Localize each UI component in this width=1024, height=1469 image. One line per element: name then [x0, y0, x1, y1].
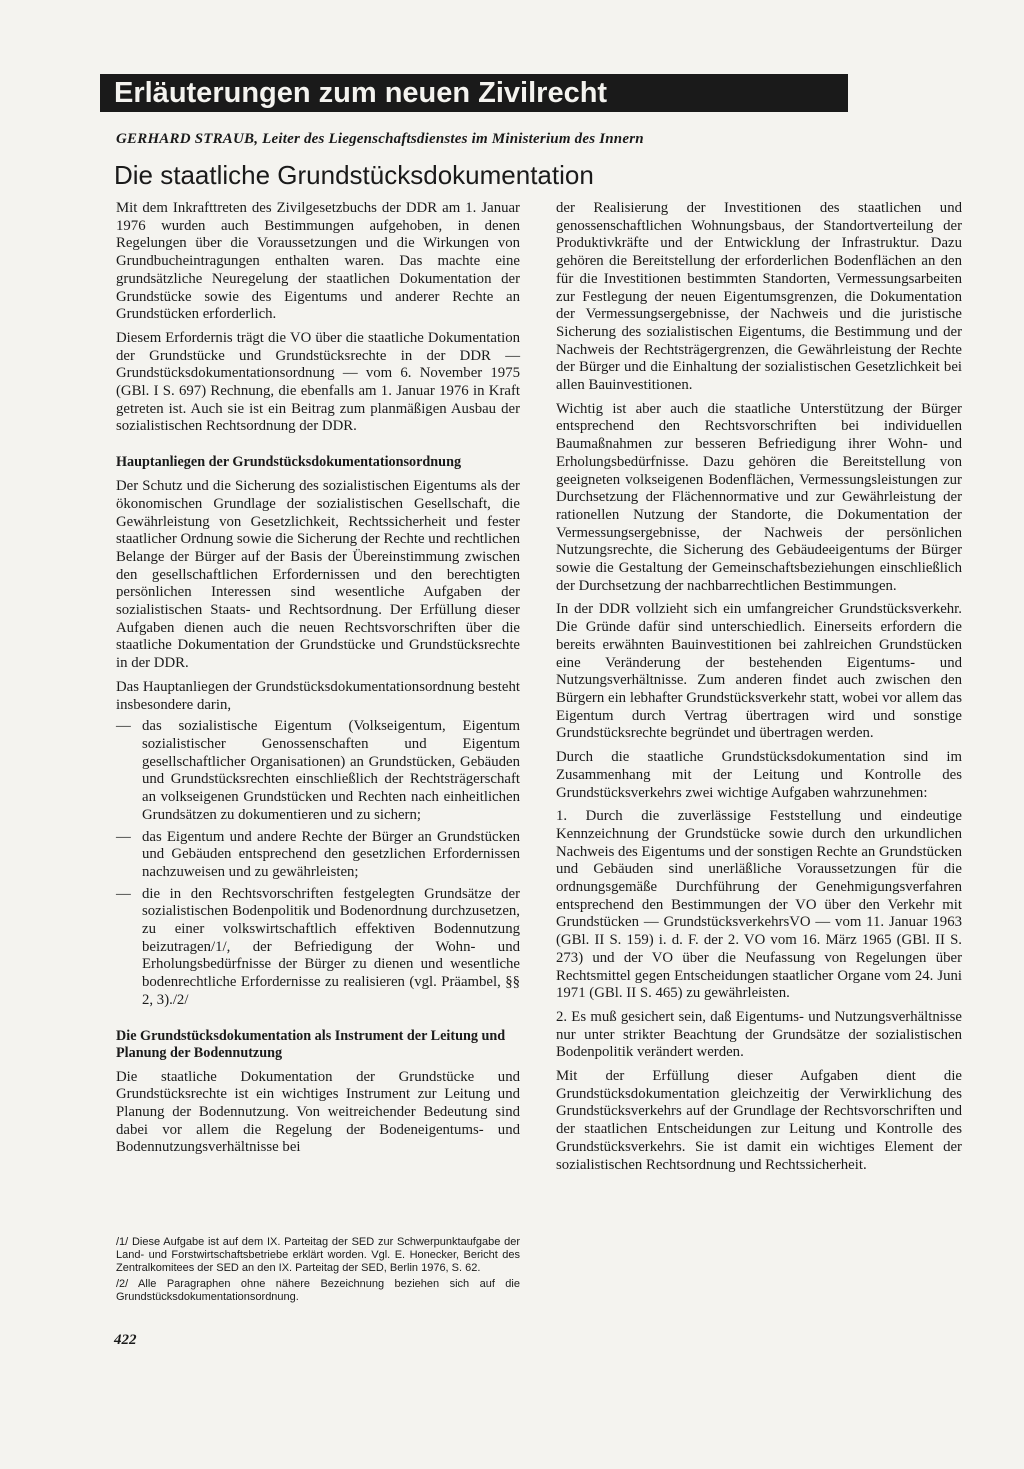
left-column: [116, 200, 520, 1163]
intro-paragraph: Mit dem Inkrafttreten des Zivilgesetzbuchs der DDR am 1. Januar 1976 wurden auch Bestimmungen aufgehoben, in denen Regelungen über die Voraussetzungen und die Wirkungen von Grundbucheintragungen enthalten waren. Das machte eine grundsätzliche Neuregelung der staatlichen Dokumentation der Grundstücke sowie des Eigentums und anderer Rechte an Grundstücken erforderlich.: [116, 200, 520, 323]
article-title: Die staatliche Grundstücksdokumentation: [114, 160, 594, 190]
body-paragraph: Die staatliche Dokumentation der Grundstücke und Grundstücksrechte ist ein wichtiges Instrument zur Leitung und Planung der Bodennutzung. Von weitreichender Bedeutung sind dabei vor allem die Regelung der Bodeneigentums- und Bodennutzungsverhältnisse bei: [116, 1068, 520, 1156]
section-heading: Hauptanliegen der Grundstücksdokumentationsordnung: [116, 454, 462, 471]
numbered-paragraph: 2. Es muß gesichert sein, daß Eigentums- und Nutzungsverhältnisse nur unter strikter Beachtung der Grundsätze der sozialistischen Bodenpolitik verändert werden.: [556, 1008, 962, 1061]
section-heading: Die Grundstücksdokumentation als Instrument der Leitung und Planung der Bodennutzung: [116, 1027, 506, 1061]
footnote: /1/ Diese Aufgabe ist auf dem IX. Parteitag der SED zur Schwerpunktaufgabe der Land- und Forstwirtschaftsbetriebe erklärt worden. Vgl. E. Honecker, Bericht des Zentralkomitees der SED an den IX. Parteitag der SED, Berlin 1976, S. 62.: [116, 1236, 520, 1274]
list-item: — das sozialistische Eigentum (Volkseigentum, Eigentum sozialistischer Genossenschaften und Eigentum gesellschaftlicher Organisationen) an Grundstücken, Gebäuden und Grundstücksrechten einschließlich der Rechtsträgerschaft an volkseigenen Grundstücken und Rechten nach einheitlichen Grundsätzen zu dokumentieren und zu sichern;: [116, 718, 520, 824]
footnotes: [116, 1236, 520, 1308]
section-title: Erläuterungen zum neuen Zivilrecht: [114, 77, 608, 109]
author-byline: GERHARD STRAUB, Leiter des Liegenschaftsdienstes im Ministerium des Innern: [116, 131, 644, 147]
body-paragraph: Wichtig ist aber auch die staatliche Unterstützung der Bürger entsprechend den Rechtsvorschriften bei individuellen Baumaßnahmen zur besseren Befriedigung ihrer Wohn- und Erholungsbedürfnisse. Dazu gehören die Bereitstellung von geeigneten volkseigenen Bodenflächen, Vermessungsleistungen zur Durchsetzung der Flächennormative und zur Gewährleistung der rationellen Nutzung der Standorte, die Dokumentation der Vermessungsergebnisse, der Nachweis der persönlichen Nutzungsrechte, die Sicherung des Gebäudeeigentums der Bürger sowie die Gestaltung der Gemeinschaftsbeziehungen einschließlich der Durchsetzung der nachbarrechtlichen Bestimmungen.: [556, 400, 962, 594]
objectives-list: [116, 718, 520, 1009]
numbered-paragraph: 1. Durch die zuverlässige Feststellung und eindeutige Kennzeichnung der Grundstücke sowie durch den urkundlichen Nachweis des Eigentums und der sonstigen Rechte an Grundstücken und Gebäuden sind unerläßliche Voraussetzungen für die ordnungsgemäße Durchführung der Genehmigungsverfahren entsprechend den Bestimmungen der VO über den Verkehr mit Grundstücken — GrundstücksverkehrsVO — vom 11. Januar 1963 (GBl. II S. 159) i. d. F. der 2. VO vom 16. März 1965 (GBl. II S. 273) und der VO über die Neufassung von Regelungen über Rechtsmittel gegen Entscheidungen staatlicher Organe vom 24. Juni 1971 (GBl. II S. 465) zu gewährleisten.: [556, 808, 962, 1002]
body-paragraph: Das Hauptanliegen der Grundstücksdokumentationsordnung besteht insbesondere darin,: [116, 678, 520, 713]
right-column: [556, 200, 962, 1180]
body-paragraph: Durch die staatliche Grundstücksdokumentation sind im Zusammenhang mit der Leitung und Kontrolle des Grundstücksverkehrs zwei wichtige Aufgaben wahrzunehmen:: [556, 749, 962, 801]
list-item: — das Eigentum und andere Rechte der Bürger an Grundstücken und Gebäuden entsprechend den gesetzlichen Erfordernissen nachzuweisen und zu gewährleisten;: [116, 829, 520, 882]
footnote: /2/ Alle Paragraphen ohne nähere Bezeichnung beziehen sich auf die Grundstücksdokumentationsordnung.: [116, 1278, 520, 1304]
body-paragraph: Mit der Erfüllung dieser Aufgaben dient die Grundstücksdokumentation gleichzeitig der Verwirklichung des Grundstücksverkehrs auf der Grundlage der Rechtsvorschriften und der staatlichen Entscheidungen zur Leitung und Kontrolle des Grundstücksverkehrs. Sie ist damit ein wichtiges Element der sozialistischen Rechtsordnung und Rechtssicherheit.: [556, 1068, 962, 1173]
body-paragraph: Der Schutz und die Sicherung des sozialistischen Eigentums als der ökonomischen Grundlage der sozialistischen Gesellschaft, die Gewährleistung von Gesetzlichkeit, Rechtssicherheit und fester staatlicher Ordnung sowie die Sicherung der Rechte und rechtlichen Belange der Bürger auf der Basis der Übereinstimmung zwischen den gesellschaftlichen Erfordernissen und den berechtigten persönlichen Interessen sind wesentliche Aufgaben der sozialistischen Staats- und Rechtsordnung. Der Erfüllung dieser Aufgaben dienen auch die neuen Rechtsvorschriften über die staatliche Dokumentation der Grundstücke und Grundstücksrechte in der DDR.: [116, 478, 520, 672]
list-item: — die in den Rechtsvorschriften festgelegten Grundsätze der sozialistischen Bodenpolitik und Bodenordnung durchzusetzen, zu einer volkswirtschaftlich effektiven Bodennutzung beizutragen/1/, der Befriedigung der Wohn- und Erholungsbedürfnisse der Bürger zu dienen und wesentliche bodenrechtliche Erfordernisse zu realisieren (vgl. Präambel, §§ 2, 3)./2/: [116, 886, 520, 1010]
body-paragraph: der Realisierung der Investitionen des staatlichen und genossenschaftlichen Wohnungsbaus, der Standortverteilung der Produktivkräfte und der Entwicklung der Infrastruktur. Dazu gehören die Bereitstellung der erforderlichen Bodenflächen an den für die Investitionen bestimmten Standorten, Vermessungsarbeiten zur Festlegung der neuen Eigentumsgrenzen, die Dokumentation der Vermessungsergebnisse, der Nachweis und die juristische Sicherung des sozialistischen Eigentums, die Bestimmung und der Nachweis der Rechtsträgergrenzen, die Gewährleistung der Rechte der Bürger und die Einhaltung der sozialistischen Gesetzlichkeit bei allen Bauinvestitionen.: [556, 200, 962, 394]
body-paragraph: In der DDR vollzieht sich ein umfangreicher Grundstücksverkehr. Die Gründe dafür sind unterschiedlich. Einerseits erfordern die bereits erwähnten Bauinvestitionen bei zahlreichen Grundstücken eine Veränderung der bestehenden Eigentums- und Nutzungsverhältnisse. Zum anderen findet auch zwischen den Bürgern ein lebhafter Grundstücksverkehr statt, wobei vor allem das Eigentum durch Vertrag übertragen wird und sonstige Grundstücksrechte begründet und übertragen werden.: [556, 601, 962, 742]
page-number: 422: [114, 1332, 137, 1348]
intro-paragraph: Diesem Erfordernis trägt die VO über die staatliche Dokumentation der Grundstücke und Grundstücksrechte in der DDR — Grundstücksdokumentationsordnung — vom 6. November 1975 (GBl. I S. 697) Rechnung, die ebenfalls am 1. Januar 1976 in Kraft getreten ist. Auch sie ist ein Beitrag zum planmäßigen Ausbau der sozialistischen Rechtsordnung der DDR.: [116, 329, 520, 435]
